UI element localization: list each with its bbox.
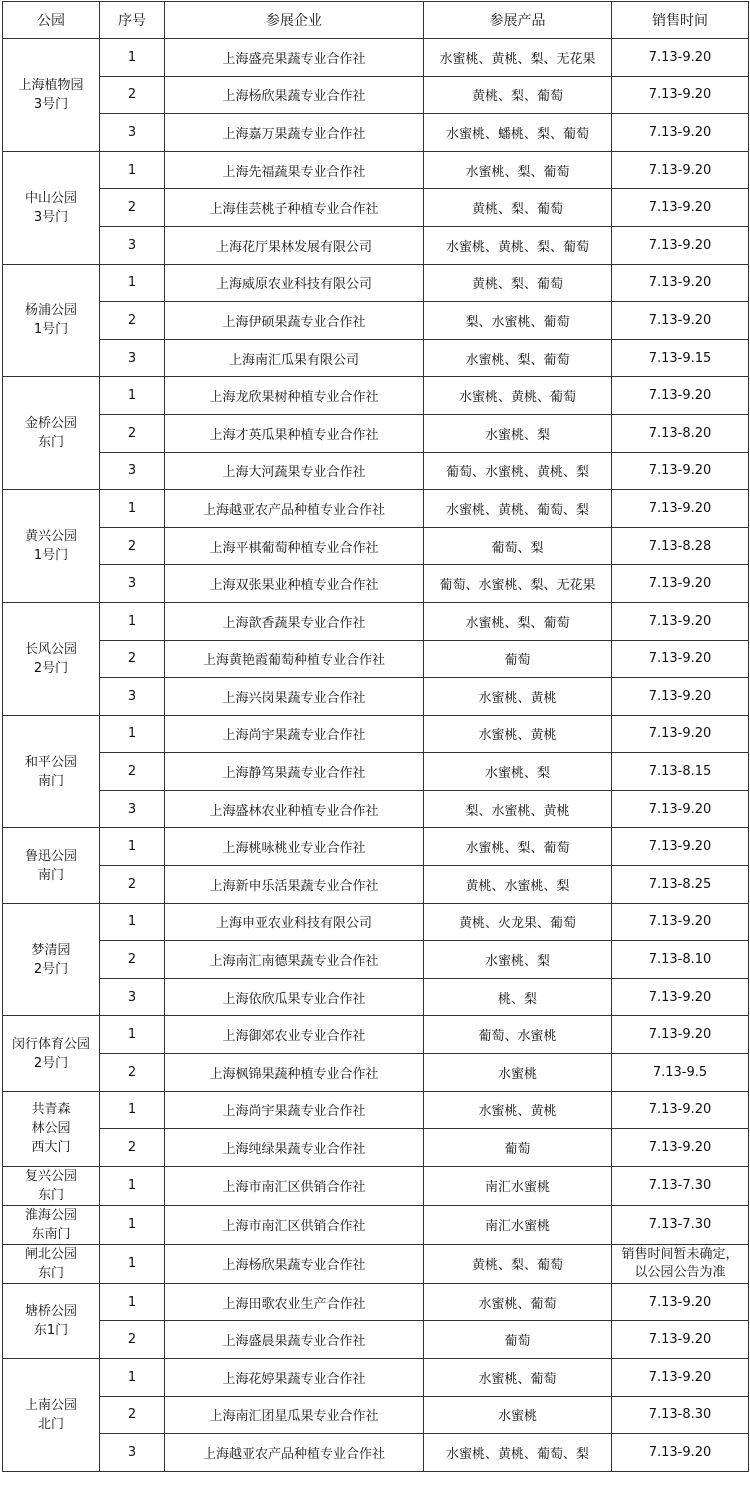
company-cell: 上海双张果业种植专业合作社: [165, 565, 424, 603]
sale-time-cell: 7.13-9.20: [612, 302, 749, 340]
seq-cell: 1: [100, 1205, 165, 1244]
seq-cell: 1: [100, 490, 165, 528]
seq-cell: 1: [100, 377, 165, 415]
seq-cell: 1: [100, 828, 165, 866]
products-cell: 水蜜桃、梨、葡萄: [424, 602, 612, 640]
table-row: [3, 903, 749, 941]
sale-time-cell: 7.13-9.20: [612, 640, 749, 678]
seq-cell: 1: [100, 602, 165, 640]
sale-time-cell: 7.13-9.20: [612, 226, 749, 264]
seq-cell: 1: [100, 1091, 165, 1129]
table-row: [3, 828, 749, 866]
products-cell: 水蜜桃、梨、葡萄: [424, 828, 612, 866]
company-cell: 上海大河蔬果专业合作社: [165, 452, 424, 490]
company-cell: 上海尚宇果蔬专业合作社: [165, 1091, 424, 1129]
seq-cell: 1: [100, 1283, 165, 1321]
park-name-cell: 塘桥公园 东1门: [3, 1283, 100, 1358]
sale-time-cell: 7.13-8.15: [612, 753, 749, 791]
seq-cell: 2: [100, 1321, 165, 1359]
seq-cell: 2: [100, 941, 165, 979]
products-cell: 葡萄: [424, 1129, 612, 1167]
header-products: 参展产品: [424, 2, 612, 39]
products-cell: 水蜜桃、黄桃: [424, 678, 612, 716]
products-cell: 水蜜桃、黄桃: [424, 1091, 612, 1129]
company-cell: 上海龙欣果树种植专业合作社: [165, 377, 424, 415]
seq-cell: 1: [100, 151, 165, 189]
sale-time-cell: 7.13-9.20: [612, 903, 749, 941]
products-cell: 水蜜桃、黄桃、葡萄、梨: [424, 1434, 612, 1472]
products-cell: 黄桃、水蜜桃、梨: [424, 866, 612, 904]
sale-time-cell: 7.13-9.20: [612, 151, 749, 189]
table-row: [3, 866, 749, 904]
table-row: [3, 114, 749, 152]
products-cell: 南汇水蜜桃: [424, 1166, 612, 1205]
seq-cell: 3: [100, 452, 165, 490]
products-cell: 黄桃、梨、葡萄: [424, 264, 612, 302]
company-cell: 上海纯绿果蔬专业合作社: [165, 1129, 424, 1167]
sale-time-cell: 7.13-9.20: [612, 1283, 749, 1321]
table-row: [3, 565, 749, 603]
header-seq: 序号: [100, 2, 165, 39]
header-park: 公园: [3, 2, 100, 39]
seq-cell: 1: [100, 1359, 165, 1397]
company-cell: 上海枫锦果蔬种植专业合作社: [165, 1054, 424, 1092]
products-cell: 水蜜桃、黄桃、葡萄、梨: [424, 490, 612, 528]
sale-time-cell: 7.13-9.20: [612, 264, 749, 302]
seq-cell: 3: [100, 339, 165, 377]
header-row: [3, 2, 749, 39]
park-name-cell: 中山公园 3号门: [3, 151, 100, 264]
table-row: [3, 452, 749, 490]
products-cell: 水蜜桃、梨、葡萄: [424, 151, 612, 189]
exhibitor-table: [2, 1, 749, 1472]
company-cell: 上海花厅果林发展有限公司: [165, 226, 424, 264]
seq-cell: 1: [100, 903, 165, 941]
company-cell: 上海依欣瓜果专业合作社: [165, 978, 424, 1016]
sale-time-cell: 7.13-9.20: [612, 1016, 749, 1054]
products-cell: 葡萄、水蜜桃: [424, 1016, 612, 1054]
table-row: [3, 1434, 749, 1472]
products-cell: 水蜜桃: [424, 1054, 612, 1092]
company-cell: 上海先福蔬果专业合作社: [165, 151, 424, 189]
seq-cell: 2: [100, 640, 165, 678]
products-cell: 葡萄: [424, 640, 612, 678]
sale-time-cell: 7.13-9.20: [612, 452, 749, 490]
table-row: [3, 640, 749, 678]
sale-time-cell: 7.13-9.20: [612, 377, 749, 415]
park-name-cell: 闵行体育公园 2号门: [3, 1016, 100, 1091]
seq-cell: 2: [100, 753, 165, 791]
company-cell: 上海杨欣果蔬专业合作社: [165, 76, 424, 114]
products-cell: 水蜜桃、梨、葡萄: [424, 339, 612, 377]
products-cell: 水蜜桃、葡萄: [424, 1283, 612, 1321]
sale-time-cell: 7.13-7.30: [612, 1205, 749, 1244]
company-cell: 上海黄艳霞葡萄种植专业合作社: [165, 640, 424, 678]
sale-time-cell: 7.13-9.20: [612, 715, 749, 753]
park-name-cell: 上海植物园 3号门: [3, 39, 100, 152]
seq-cell: 2: [100, 302, 165, 340]
seq-cell: 2: [100, 866, 165, 904]
company-cell: 上海盛林农业种植专业合作社: [165, 790, 424, 828]
company-cell: 上海申亚农业科技有限公司: [165, 903, 424, 941]
seq-cell: 2: [100, 527, 165, 565]
sale-time-cell: 7.13-9.20: [612, 828, 749, 866]
sale-time-cell: 7.13-9.20: [612, 790, 749, 828]
park-name-cell: 淮海公园 东南门: [3, 1205, 100, 1244]
company-cell: 上海花婷果蔬专业合作社: [165, 1359, 424, 1397]
park-name-cell: 长风公园 2号门: [3, 602, 100, 715]
park-name-cell: 黄兴公园 1号门: [3, 490, 100, 603]
seq-cell: 1: [100, 264, 165, 302]
company-cell: 上海市南汇区供销合作社: [165, 1205, 424, 1244]
sale-time-cell: 7.13-9.20: [612, 490, 749, 528]
table-row: [3, 414, 749, 452]
company-cell: 上海伊硕果蔬专业合作社: [165, 302, 424, 340]
table-row: [3, 753, 749, 791]
table-row: [3, 527, 749, 565]
sale-time-cell: 7.13-8.10: [612, 941, 749, 979]
company-cell: 上海桃咏桃业专业合作社: [165, 828, 424, 866]
products-cell: 水蜜桃、梨: [424, 753, 612, 791]
company-cell: 上海越亚农产品种植专业合作社: [165, 490, 424, 528]
products-cell: 水蜜桃、蟠桃、梨、葡萄: [424, 114, 612, 152]
sale-time-cell: 7.13-9.20: [612, 1321, 749, 1359]
sale-time-cell: 7.13-9.20: [612, 565, 749, 603]
products-cell: 水蜜桃、葡萄: [424, 1359, 612, 1397]
products-cell: 黄桃、梨、葡萄: [424, 189, 612, 227]
table-row: [3, 1321, 749, 1359]
seq-cell: 1: [100, 1244, 165, 1283]
seq-cell: 2: [100, 1396, 165, 1434]
table-row: [3, 377, 749, 415]
sale-time-cell: 7.13-7.30: [612, 1166, 749, 1205]
products-cell: 水蜜桃、黄桃、葡萄: [424, 377, 612, 415]
company-cell: 上海盛晨果蔬专业合作社: [165, 1321, 424, 1359]
seq-cell: 3: [100, 678, 165, 716]
products-cell: 水蜜桃、黄桃、梨、无花果: [424, 39, 612, 77]
sale-time-cell: 7.13-9.20: [612, 1091, 749, 1129]
table-row: [3, 264, 749, 302]
products-cell: 梨、水蜜桃、黄桃: [424, 790, 612, 828]
sale-time-cell: 7.13-8.20: [612, 414, 749, 452]
seq-cell: 1: [100, 1166, 165, 1205]
company-cell: 上海新申乐活果蔬专业合作社: [165, 866, 424, 904]
sale-time-cell: 7.13-9.20: [612, 1129, 749, 1167]
products-cell: 南汇水蜜桃: [424, 1205, 612, 1244]
company-cell: 上海南汇瓜果有限公司: [165, 339, 424, 377]
park-name-cell: 金桥公园 东门: [3, 377, 100, 490]
table-row: [3, 1283, 749, 1321]
company-cell: 上海尚宇果蔬专业合作社: [165, 715, 424, 753]
header-company: 参展企业: [165, 2, 424, 39]
table-row: [3, 1129, 749, 1167]
park-name-cell: 上南公园 北门: [3, 1359, 100, 1472]
products-cell: 水蜜桃、梨: [424, 414, 612, 452]
sale-time-cell: 7.13-9.20: [612, 114, 749, 152]
table-row: [3, 678, 749, 716]
company-cell: 上海兴岗果蔬专业合作社: [165, 678, 424, 716]
table-row: [3, 1205, 749, 1244]
products-cell: 水蜜桃、黄桃: [424, 715, 612, 753]
products-cell: 黄桃、火龙果、葡萄: [424, 903, 612, 941]
seq-cell: 1: [100, 1016, 165, 1054]
table-row: [3, 978, 749, 1016]
park-name-cell: 闸北公园 东门: [3, 1244, 100, 1283]
sale-time-cell: 7.13-9.20: [612, 189, 749, 227]
table-row: [3, 715, 749, 753]
products-cell: 水蜜桃、黄桃、梨、葡萄: [424, 226, 612, 264]
seq-cell: 3: [100, 1434, 165, 1472]
seq-cell: 2: [100, 1129, 165, 1167]
sale-time-cell: 销售时间暂未确定， 以公园公告为准: [612, 1244, 749, 1283]
table-row: [3, 790, 749, 828]
products-cell: 水蜜桃、梨: [424, 941, 612, 979]
table-row: [3, 151, 749, 189]
park-name-cell: 梦清园 2号门: [3, 903, 100, 1016]
seq-cell: 3: [100, 226, 165, 264]
sale-time-cell: 7.13-8.25: [612, 866, 749, 904]
products-cell: 葡萄、水蜜桃、黄桃、梨: [424, 452, 612, 490]
table-row: [3, 302, 749, 340]
sale-time-cell: 7.13-9.15: [612, 339, 749, 377]
table-row: [3, 941, 749, 979]
company-cell: 上海嘉万果蔬专业合作社: [165, 114, 424, 152]
sale-time-cell: 7.13-9.20: [612, 678, 749, 716]
sale-time-cell: 7.13-9.5: [612, 1054, 749, 1092]
company-cell: 上海越亚农产品种植专业合作社: [165, 1434, 424, 1472]
sale-time-cell: 7.13-9.20: [612, 978, 749, 1016]
products-cell: 桃、梨: [424, 978, 612, 1016]
company-cell: 上海市南汇区供销合作社: [165, 1166, 424, 1205]
table-row: [3, 1244, 749, 1283]
products-cell: 葡萄: [424, 1321, 612, 1359]
sale-time-cell: 7.13-8.28: [612, 527, 749, 565]
table-row: [3, 339, 749, 377]
sale-time-cell: 7.13-9.20: [612, 39, 749, 77]
sale-time-cell: 7.13-9.20: [612, 1359, 749, 1397]
seq-cell: 2: [100, 1054, 165, 1092]
company-cell: 上海静笃果蔬专业合作社: [165, 753, 424, 791]
company-cell: 上海歆香蔬果专业合作社: [165, 602, 424, 640]
park-name-cell: 鲁迅公园 南门: [3, 828, 100, 903]
seq-cell: 3: [100, 790, 165, 828]
park-name-cell: 和平公园 南门: [3, 715, 100, 828]
company-cell: 上海杨欣果蔬专业合作社: [165, 1244, 424, 1283]
company-cell: 上海佳芸桃子种植专业合作社: [165, 189, 424, 227]
park-name-cell: 杨浦公园 1号门: [3, 264, 100, 377]
table-body: [3, 39, 749, 1472]
table-row: [3, 1054, 749, 1092]
company-cell: 上海南汇团星瓜果专业合作社: [165, 1396, 424, 1434]
park-name-cell: 共青森 林公园 西大门: [3, 1091, 100, 1166]
seq-cell: 2: [100, 414, 165, 452]
company-cell: 上海才英瓜果种植专业合作社: [165, 414, 424, 452]
table-row: [3, 1166, 749, 1205]
sale-time-cell: 7.13-9.20: [612, 1434, 749, 1472]
table-row: [3, 1359, 749, 1397]
products-cell: 黄桃、梨、葡萄: [424, 76, 612, 114]
sale-time-cell: 7.13-9.20: [612, 76, 749, 114]
table-row: [3, 226, 749, 264]
table-row: [3, 76, 749, 114]
table-row: [3, 1396, 749, 1434]
products-cell: 黄桃、梨、葡萄: [424, 1244, 612, 1283]
company-cell: 上海平棋葡萄种植专业合作社: [165, 527, 424, 565]
products-cell: 水蜜桃: [424, 1396, 612, 1434]
seq-cell: 1: [100, 39, 165, 77]
seq-cell: 2: [100, 76, 165, 114]
company-cell: 上海田歌农业生产合作社: [165, 1283, 424, 1321]
company-cell: 上海威原农业科技有限公司: [165, 264, 424, 302]
table-row: [3, 39, 749, 77]
seq-cell: 2: [100, 189, 165, 227]
products-cell: 葡萄、水蜜桃、梨、无花果: [424, 565, 612, 603]
seq-cell: 1: [100, 715, 165, 753]
table-row: [3, 1091, 749, 1129]
products-cell: 葡萄、梨: [424, 527, 612, 565]
table-row: [3, 602, 749, 640]
company-cell: 上海御郊农业专业合作社: [165, 1016, 424, 1054]
seq-cell: 3: [100, 565, 165, 603]
table-row: [3, 1016, 749, 1054]
park-name-cell: 复兴公园 东门: [3, 1166, 100, 1205]
table-row: [3, 490, 749, 528]
company-cell: 上海盛亮果蔬专业合作社: [165, 39, 424, 77]
products-cell: 梨、水蜜桃、葡萄: [424, 302, 612, 340]
sale-time-cell: 7.13-8.30: [612, 1396, 749, 1434]
header-sale-time: 销售时间: [612, 2, 749, 39]
table-row: [3, 189, 749, 227]
sale-time-cell: 7.13-9.20: [612, 602, 749, 640]
company-cell: 上海南汇南德果蔬专业合作社: [165, 941, 424, 979]
seq-cell: 3: [100, 114, 165, 152]
seq-cell: 3: [100, 978, 165, 1016]
